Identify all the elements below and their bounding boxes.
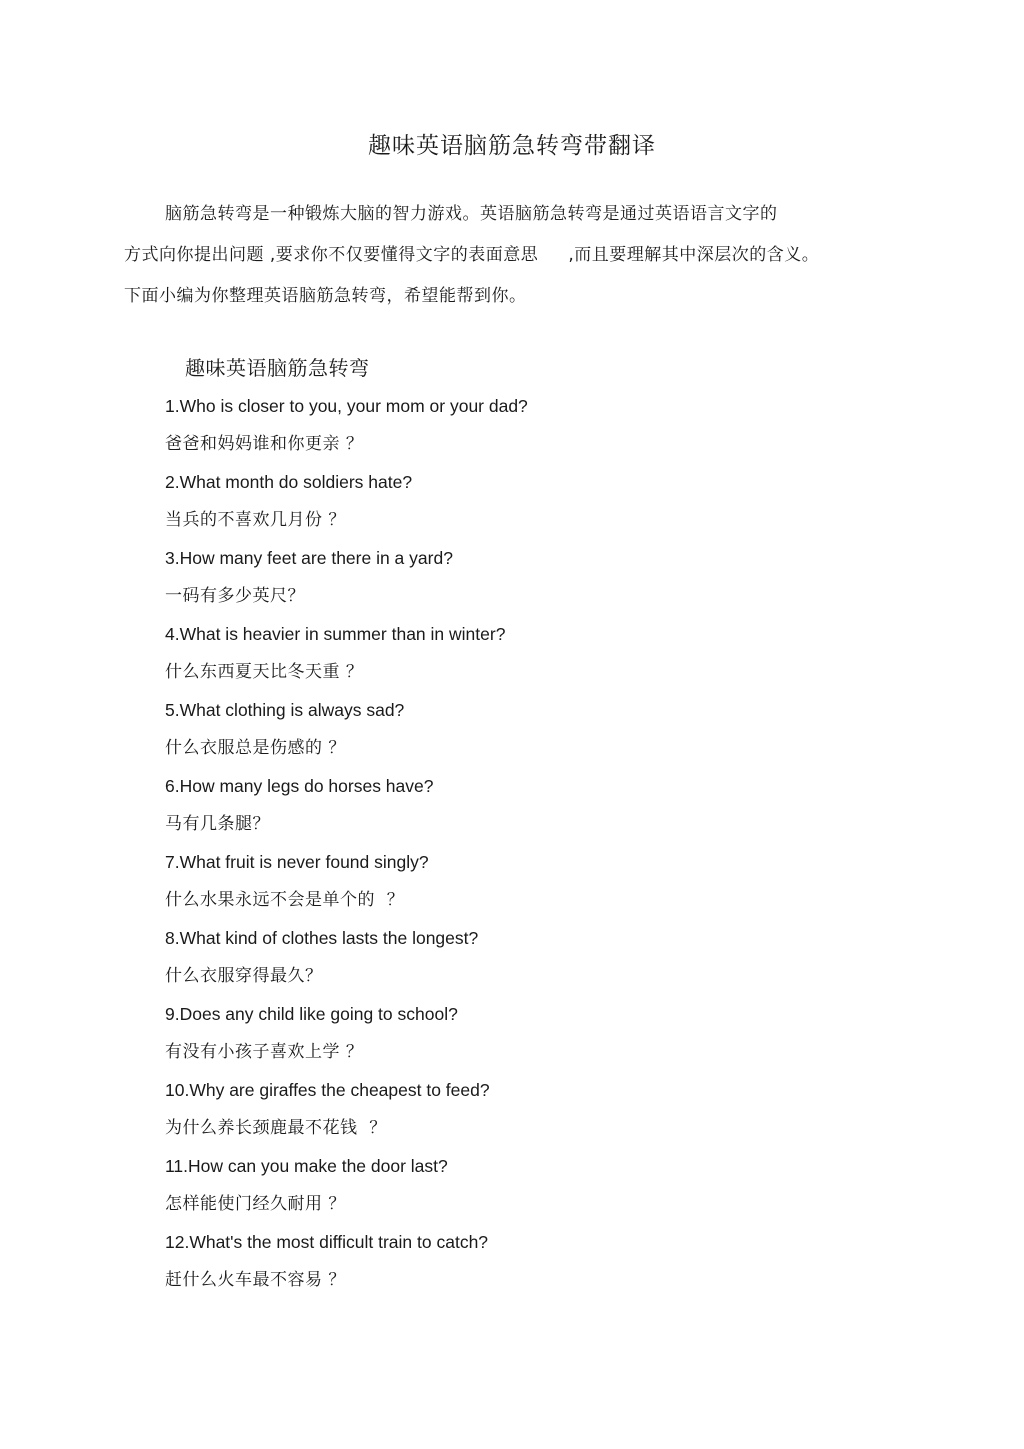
riddle-question: 7.What fruit is never found singly? bbox=[165, 852, 429, 872]
riddle-item bbox=[165, 697, 528, 773]
intro-line-2-part-1: 方式向你提出问题 ,要求你不仅要懂得文字的表面意思 bbox=[124, 245, 539, 265]
riddle-question: 3.How many feet are there in a yard? bbox=[165, 548, 453, 568]
intro-line-3: 下面小编为你整理英语脑筋急转弯，希望能帮到你。 bbox=[124, 286, 527, 306]
riddle-translation: 怎样能使门经久耐用 ？ bbox=[165, 1194, 346, 1214]
riddle-question: 10.Why are giraffes the cheapest to feed? bbox=[165, 1080, 490, 1100]
intro-line-2-part-2: ,而且要理解其中深层次的含义。 bbox=[568, 245, 820, 265]
riddle-item bbox=[165, 1229, 528, 1305]
riddle-question: 9.Does any child like going to school? bbox=[165, 1004, 458, 1024]
riddle-item bbox=[165, 849, 528, 925]
riddle-translation: 为什么养长颈鹿最不花钱 ？ bbox=[165, 1118, 387, 1138]
riddle-item bbox=[165, 1153, 528, 1229]
riddle-item bbox=[165, 545, 528, 621]
document-title: 趣味英语脑筋急转弯带翻译 bbox=[368, 133, 656, 159]
riddle-translation: 一码有多少英尺？ bbox=[165, 586, 305, 606]
riddle-translation: 爸爸和妈妈谁和你更亲 ？ bbox=[165, 434, 364, 454]
riddle-translation: 马有几条腿？ bbox=[165, 814, 270, 834]
riddle-translation: 有没有小孩子喜欢上学 ？ bbox=[165, 1042, 364, 1062]
riddle-question: 5.What clothing is always sad? bbox=[165, 700, 405, 720]
riddle-item bbox=[165, 1001, 528, 1077]
riddle-item bbox=[165, 621, 528, 697]
riddle-item bbox=[165, 393, 528, 469]
riddle-question: 11.How can you make the door last? bbox=[165, 1156, 448, 1176]
riddle-list bbox=[165, 393, 528, 1305]
riddle-translation: 赶什么火车最不容易 ？ bbox=[165, 1270, 346, 1290]
intro-line-1: 脑筋急转弯是一种锻炼大脑的智力游戏。英语脑筋急转弯是通过英语语言文字的 bbox=[165, 204, 778, 224]
riddle-translation: 当兵的不喜欢几月份 ？ bbox=[165, 510, 346, 530]
riddle-question: 6.How many legs do horses have? bbox=[165, 776, 434, 796]
section-heading: 趣味英语脑筋急转弯 bbox=[185, 356, 370, 380]
riddle-item bbox=[165, 773, 528, 849]
riddle-question: 8.What kind of clothes lasts the longest? bbox=[165, 928, 479, 948]
riddle-question: 1.Who is closer to you, your mom or your dad? bbox=[165, 396, 528, 416]
riddle-question: 12.What's the most difficult train to catch? bbox=[165, 1232, 489, 1252]
riddle-translation: 什么衣服穿得最久？ bbox=[165, 966, 323, 986]
riddle-item bbox=[165, 925, 528, 1001]
riddle-translation: 什么东西夏天比冬天重 ？ bbox=[165, 662, 364, 682]
riddle-question: 4.What is heavier in summer than in winter? bbox=[165, 624, 506, 644]
riddle-item bbox=[165, 469, 528, 545]
riddle-translation: 什么水果永远不会是单个的 ？ bbox=[165, 890, 405, 910]
riddle-question: 2.What month do soldiers hate? bbox=[165, 472, 413, 492]
riddle-item bbox=[165, 1077, 528, 1153]
intro-line-2 bbox=[124, 240, 819, 265]
riddle-translation: 什么衣服总是伤感的 ？ bbox=[165, 738, 346, 758]
